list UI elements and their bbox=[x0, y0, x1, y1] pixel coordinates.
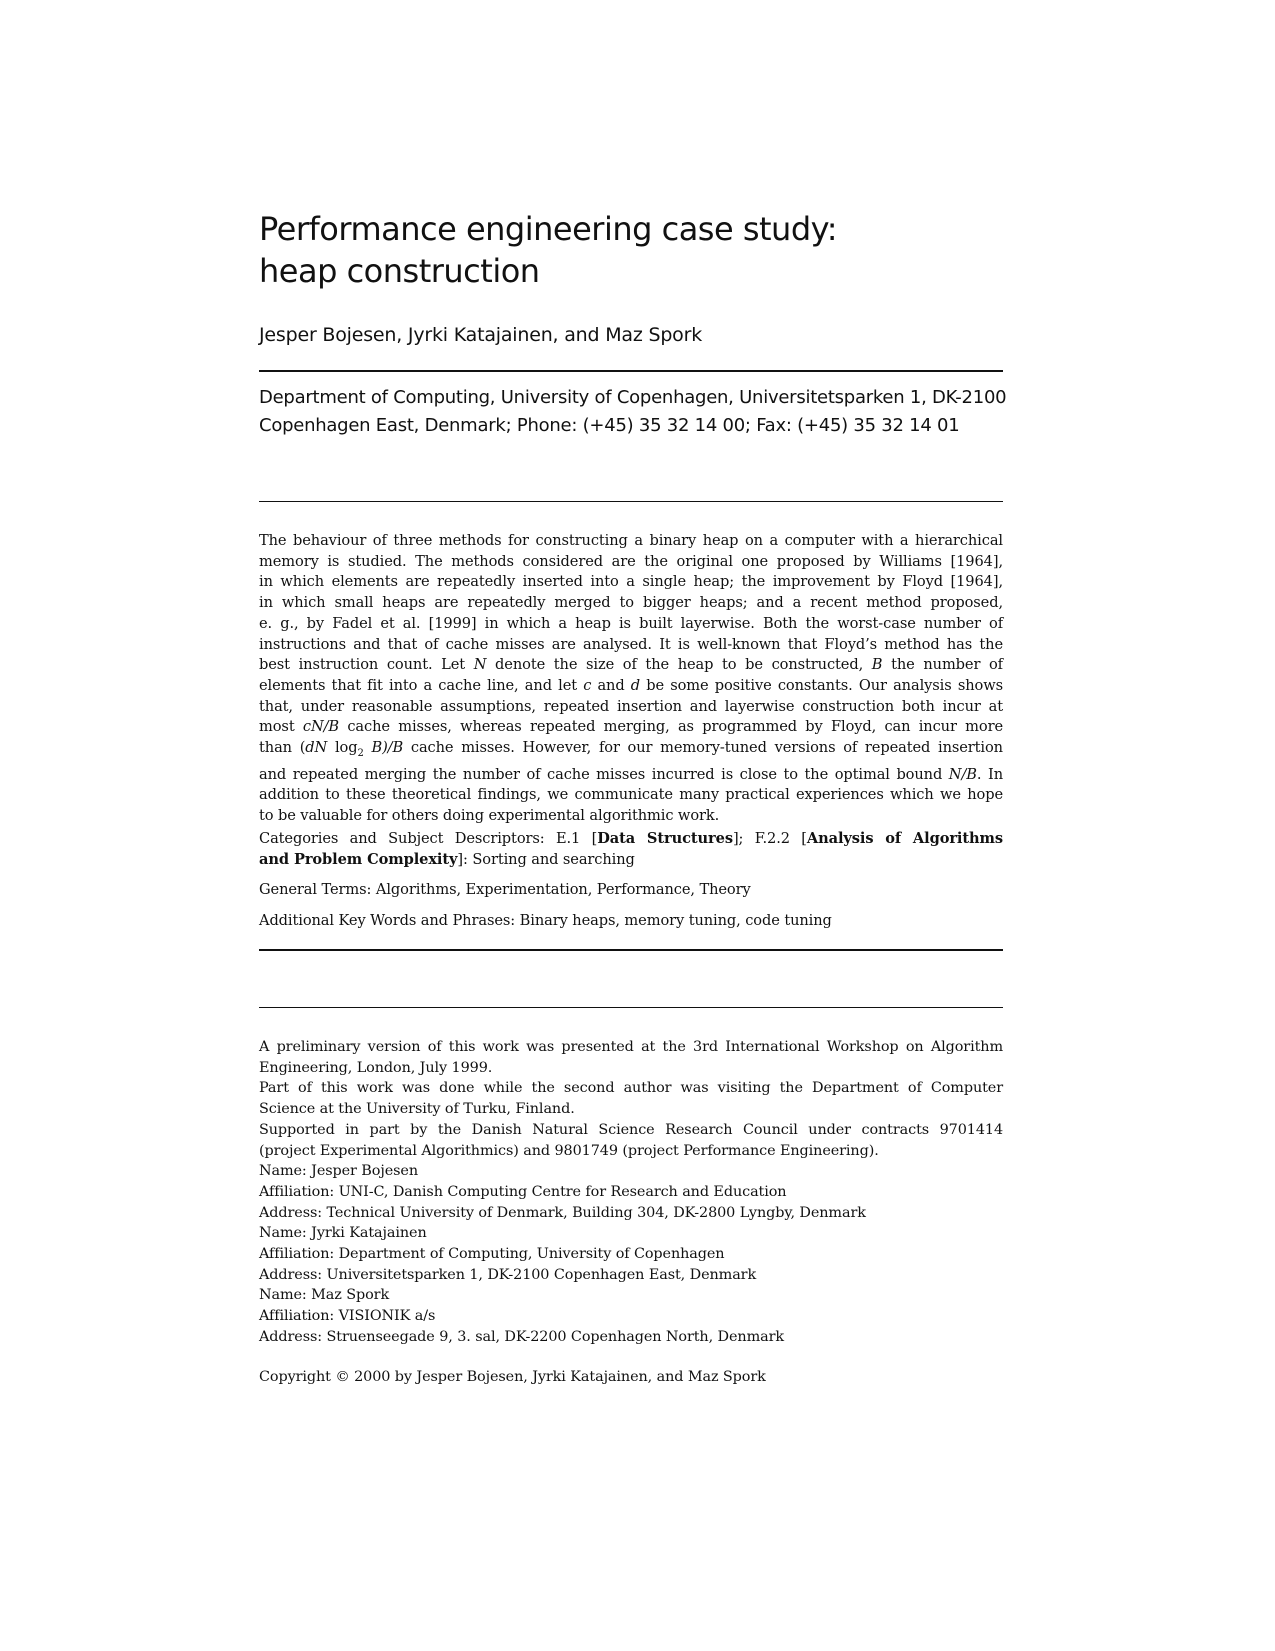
abstract-top-rule bbox=[259, 501, 1003, 502]
footnote-author-name: Name: Jesper Bojesen bbox=[259, 1163, 418, 1180]
footnote-author-address: Address: Technical University of Denmark, Building 304, DK-2800 Lyngby, Denmark bbox=[259, 1204, 866, 1221]
category-analysis-of-algorithms: Analysis of Algorithms bbox=[806, 830, 1003, 847]
math-cN-over-B: cN/B bbox=[302, 718, 340, 736]
abstract-line: e. g., by Fadel et al. [1999] in which a heap is built layerwise. Both the worst-case number of bbox=[259, 614, 1003, 632]
footnote-support: Supported in part by the Danish Natural Science Research Council under contracts 9701414 (project Experimental Algorithmics) and 9801749 (project Performance Engineering). bbox=[259, 1121, 1003, 1159]
paper-first-page bbox=[259, 0, 1007, 1651]
copyright-notice: Copyright © 2000 by Jesper Bojesen, Jyrki Katajainen, and Maz Spork bbox=[259, 1369, 766, 1385]
math-N: N bbox=[473, 656, 487, 674]
math-d: d bbox=[630, 676, 641, 694]
additional-key-words: Additional Key Words and Phrases: Binary heaps, memory tuning, code tuning bbox=[259, 912, 832, 929]
footnote-author-affiliation: Affiliation: UNI-C, Danish Computing Centre for Research and Education bbox=[259, 1183, 787, 1200]
paper-title bbox=[259, 208, 1003, 292]
category-data-structures: Data Structures bbox=[597, 830, 733, 847]
category-problem-complexity: and Problem Complexity bbox=[259, 850, 458, 868]
footnote-author-affiliation: Affiliation: Department of Computing, University of Copenhagen bbox=[259, 1246, 725, 1263]
affiliation-top-rule bbox=[259, 370, 1003, 372]
footnote-author-name: Name: Maz Spork bbox=[259, 1287, 390, 1304]
department-affiliation bbox=[259, 384, 1007, 440]
footnotes bbox=[259, 1037, 1003, 1348]
footnote-author-affiliation: Affiliation: VISIONIK a/s bbox=[259, 1308, 436, 1325]
abstract bbox=[259, 531, 1003, 827]
abstract-line: elements that fit into a cache line, and let c and d be some positive constants. Our analysis shows bbox=[259, 676, 1003, 694]
footnote-author-address: Address: Universitetsparken 1, DK-2100 Copenhagen East, Denmark bbox=[259, 1266, 757, 1283]
math-N-over-B: N/B bbox=[948, 765, 977, 783]
affiliation-line-2: Copenhagen East, Denmark; Phone: (+45) 35 32 14 00; Fax: (+45) 35 32 14 01 bbox=[259, 415, 960, 436]
paper-title-line-2: heap construction bbox=[259, 252, 540, 290]
abstract-line: in which small heaps are repeatedly merged to bigger heaps; and a recent method proposed, bbox=[259, 594, 1003, 612]
footnote-author-address: Address: Struenseegade 9, 3. sal, DK-2200 Copenhagen North, Denmark bbox=[259, 1328, 784, 1345]
author-list: Jesper Bojesen, Jyrki Katajainen, and Maz Spork bbox=[259, 324, 703, 346]
abstract-line: The behaviour of three methods for constructing a binary heap on a computer with a hierarchical bbox=[259, 532, 1003, 549]
abstract-line: and repeated merging the number of cache misses incurred is close to the optimal bound N/B. In bbox=[259, 765, 1004, 783]
paper-title-line-1: Performance engineering case study: bbox=[259, 210, 838, 248]
math-dN: dN bbox=[305, 739, 328, 757]
math-B: B bbox=[363, 739, 383, 757]
abstract-line: most cN/B cache misses, whereas repeated merging, as programmed by Floyd, can incur more bbox=[259, 718, 1003, 736]
abstract-line: memory is studied. The methods considered are the original one proposed by Williams [1964], bbox=[259, 552, 1003, 570]
math-over-B: )/B bbox=[382, 739, 404, 757]
general-terms: General Terms: Algorithms, Experimentation, Performance, Theory bbox=[259, 881, 751, 898]
abstract-line: in which elements are repeatedly inserted into a single heap; the improvement by Floyd [1964], bbox=[259, 573, 1003, 591]
math-B: B bbox=[871, 656, 883, 674]
abstract-bottom-rule bbox=[259, 949, 1003, 951]
affiliation-line-1: Department of Computing, University of Copenhagen, Universitetsparken 1, DK-2100 bbox=[259, 387, 1007, 408]
abstract-line: best instruction count. Let N denote the size of the heap to be constructed, B the number of bbox=[259, 656, 1003, 674]
math-c: c bbox=[583, 676, 592, 694]
abstract-line: instructions and that of cache misses are analysed. It is well-known that Floyd’s method has the bbox=[259, 635, 1003, 653]
abstract-line: addition to these theoretical findings, we communicate many practical experiences which we hope bbox=[259, 786, 1003, 804]
abstract-line: than (dN $\log_2 B)/B$ cache misses. However, for our memory-tuned versions of repeated insertion bbox=[259, 739, 1003, 759]
categories-and-subject-descriptors: Categories and Subject Descriptors: E.1 [Data Structures]; F.2.2 [Analysis of Algorithms and Problem Complexity]: Sorting and searching bbox=[259, 830, 1003, 868]
footnote-author-name: Name: Jyrki Katajainen bbox=[259, 1225, 427, 1242]
footnote-top-rule bbox=[259, 1007, 1003, 1008]
footnote-preliminary-version: A preliminary version of this work was presented at the 3rd International Workshop on Algorithm Engineering, London, July 1999. bbox=[259, 1039, 1003, 1076]
abstract-line: to be valuable for others doing experimental algorithmic work. bbox=[259, 807, 720, 825]
footnote-visit: Part of this work was done while the second author was visiting the Department of Computer Science at the University of Turku, Finland. bbox=[259, 1080, 1003, 1118]
abstract-line: that, under reasonable assumptions, repeated insertion and layerwise construction both incur at bbox=[259, 697, 1003, 715]
